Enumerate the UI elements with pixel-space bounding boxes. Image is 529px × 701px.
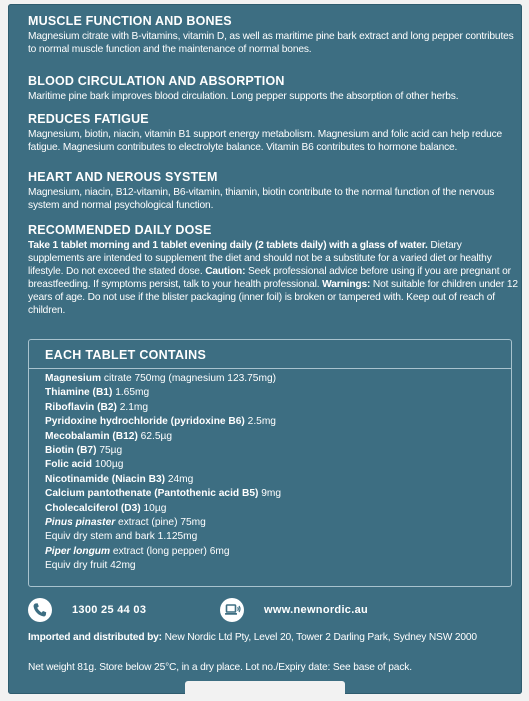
ingredient-amount: 2.5mg [244, 416, 276, 428]
ingredient-amount: citrate 750mg (magnesium 123.75mg) [101, 373, 277, 384]
warnings-text: Not suitable for children under 12 years of age. Do not use if the blister packaging (inner foil) is broken or tampered with. Keep out of reach of children. [28, 279, 518, 316]
ingredient-row [45, 372, 505, 386]
ingredient-list [45, 372, 505, 574]
ingredient-amount: 9mg [258, 488, 282, 500]
ingredient-row [45, 415, 505, 429]
storage-info: Net weight 81g. Store below 25°C, in a dry place. Lot no./Expiry date: See base of pack. [28, 662, 412, 673]
ingredient-row [45, 559, 505, 573]
tablet-contents-title: EACH TABLET CONTAINS [45, 348, 207, 362]
imported-text: New Nordic Ltd Pty, Level 20, Tower 2 Darling Park, Sydney NSW 2000 [164, 632, 477, 643]
ingredient-row [45, 444, 505, 458]
section-text-muscle: Magnesium citrate with B-vitamins, vitamin D, as well as maritime pine bark extract and long pepper contributes to normal muscle function and the maintenance of normal bones. [28, 31, 514, 55]
ingredient-amount: 24mg [165, 473, 194, 485]
phone-icon [28, 598, 52, 622]
ingredient-amount: 1.65mg [112, 387, 150, 399]
ingredient-name: Calcium pantothenate (Pantothenic acid B5) [45, 488, 259, 500]
ingredient-row [45, 545, 505, 559]
ingredient-name: Pinus pinaster [45, 517, 116, 529]
dose-title: RECOMMENDED DAILY DOSE [28, 223, 212, 237]
ingredient-amount: 62.5µg [137, 430, 173, 442]
section-title-muscle: MUSCLE FUNCTION AND BONES [28, 14, 232, 28]
ingredient-amount: 75µg [96, 445, 123, 457]
ingredient-name: Pyridoxine hydrochloride (pyridoxine B6) [45, 416, 245, 428]
dose-disclaimer: Dietary supplements are intended to supplement the diet and should not be a substitute for a varied diet or healthy lifestyle. Do not exceed the stated dose. [28, 240, 492, 277]
ingredient-amount: extract (long pepper) 6mg [110, 545, 230, 557]
ingredient-row [45, 516, 505, 530]
ingredient-name: Riboflavin (B2) [45, 401, 117, 413]
website-url: www.newnordic.au [264, 604, 369, 616]
section-title-blood: BLOOD CIRCULATION AND ABSORPTION [28, 74, 285, 88]
ingredient-amount: 10µg [140, 502, 167, 514]
ingredient-name: Mecobalamin (B12) [45, 430, 138, 442]
ingredient-name: Thiamine (B1) [45, 387, 113, 399]
ingredient-name: Biotin (B7) [45, 445, 97, 457]
ingredient-amount: 2.1mg [116, 401, 149, 413]
panel-divider [29, 368, 511, 369]
ingredient-name: Magnesium [45, 373, 102, 384]
phone-number: 1300 25 44 03 [72, 604, 147, 616]
ingredient-row [45, 473, 505, 487]
section-text-blood: Maritime pine bark improves blood circulation. Long pepper supports the absorption of other herbs. [28, 91, 459, 102]
computer-icon [220, 598, 244, 622]
package-notch [185, 681, 345, 697]
package-back [8, 4, 522, 694]
section-title-fatigue: REDUCES FATIGUE [28, 112, 149, 126]
phone-contact [28, 598, 228, 624]
dose-instruction: Take 1 tablet morning and 1 tablet evening daily (2 tablets daily) with a glass of water. [28, 240, 428, 251]
section-text-fatigue: Magnesium, biotin, niacin, vitamin B1 support energy metabolism. Magnesium and folic acid can help reduce fatigue. Magnesium contributes to electrolyte balance. Vitamin B6 contributes to hormone balance. [28, 129, 503, 153]
caution-label: Caution: [205, 266, 246, 277]
tablet-contents-panel [28, 339, 512, 587]
imported-by [28, 631, 518, 644]
section-title-heart: HEART AND NEROUS SYSTEM [28, 170, 218, 184]
ingredient-name: Piper longum [45, 545, 111, 557]
dose-text [28, 239, 518, 317]
ingredient-row [45, 386, 505, 400]
ingredient-name: Cholecalciferol (D3) [45, 502, 141, 514]
ingredient-amount: extract (pine) 75mg [115, 517, 206, 529]
ingredient-row [45, 458, 505, 472]
caution-text: Seek professional advice before using if you are pregnant or breastfeeding. If symptoms persist, talk to your health professional. [28, 266, 511, 290]
ingredient-row [45, 502, 505, 516]
imported-label: Imported and distributed by: [28, 632, 162, 643]
warnings-label: Warnings: [322, 279, 371, 290]
ingredient-amount: Equiv dry fruit 42mg [45, 560, 136, 572]
ingredient-amount: 100µg [92, 459, 124, 471]
web-contact [220, 598, 480, 624]
ingredient-row [45, 430, 505, 444]
ingredient-row [45, 401, 505, 415]
section-text-heart: Magnesium, niacin, B12-vitamin, B6-vitamin, thiamin, biotin contribute to the normal function of the nervous system and normal psychological function. [28, 187, 495, 211]
ingredient-row [45, 487, 505, 501]
ingredient-name: Nicotinamide (Niacin B3) [45, 473, 166, 485]
ingredient-amount: Equiv dry stem and bark 1.125mg [45, 531, 198, 543]
ingredient-name: Folic acid [45, 459, 92, 471]
ingredient-row [45, 530, 505, 544]
